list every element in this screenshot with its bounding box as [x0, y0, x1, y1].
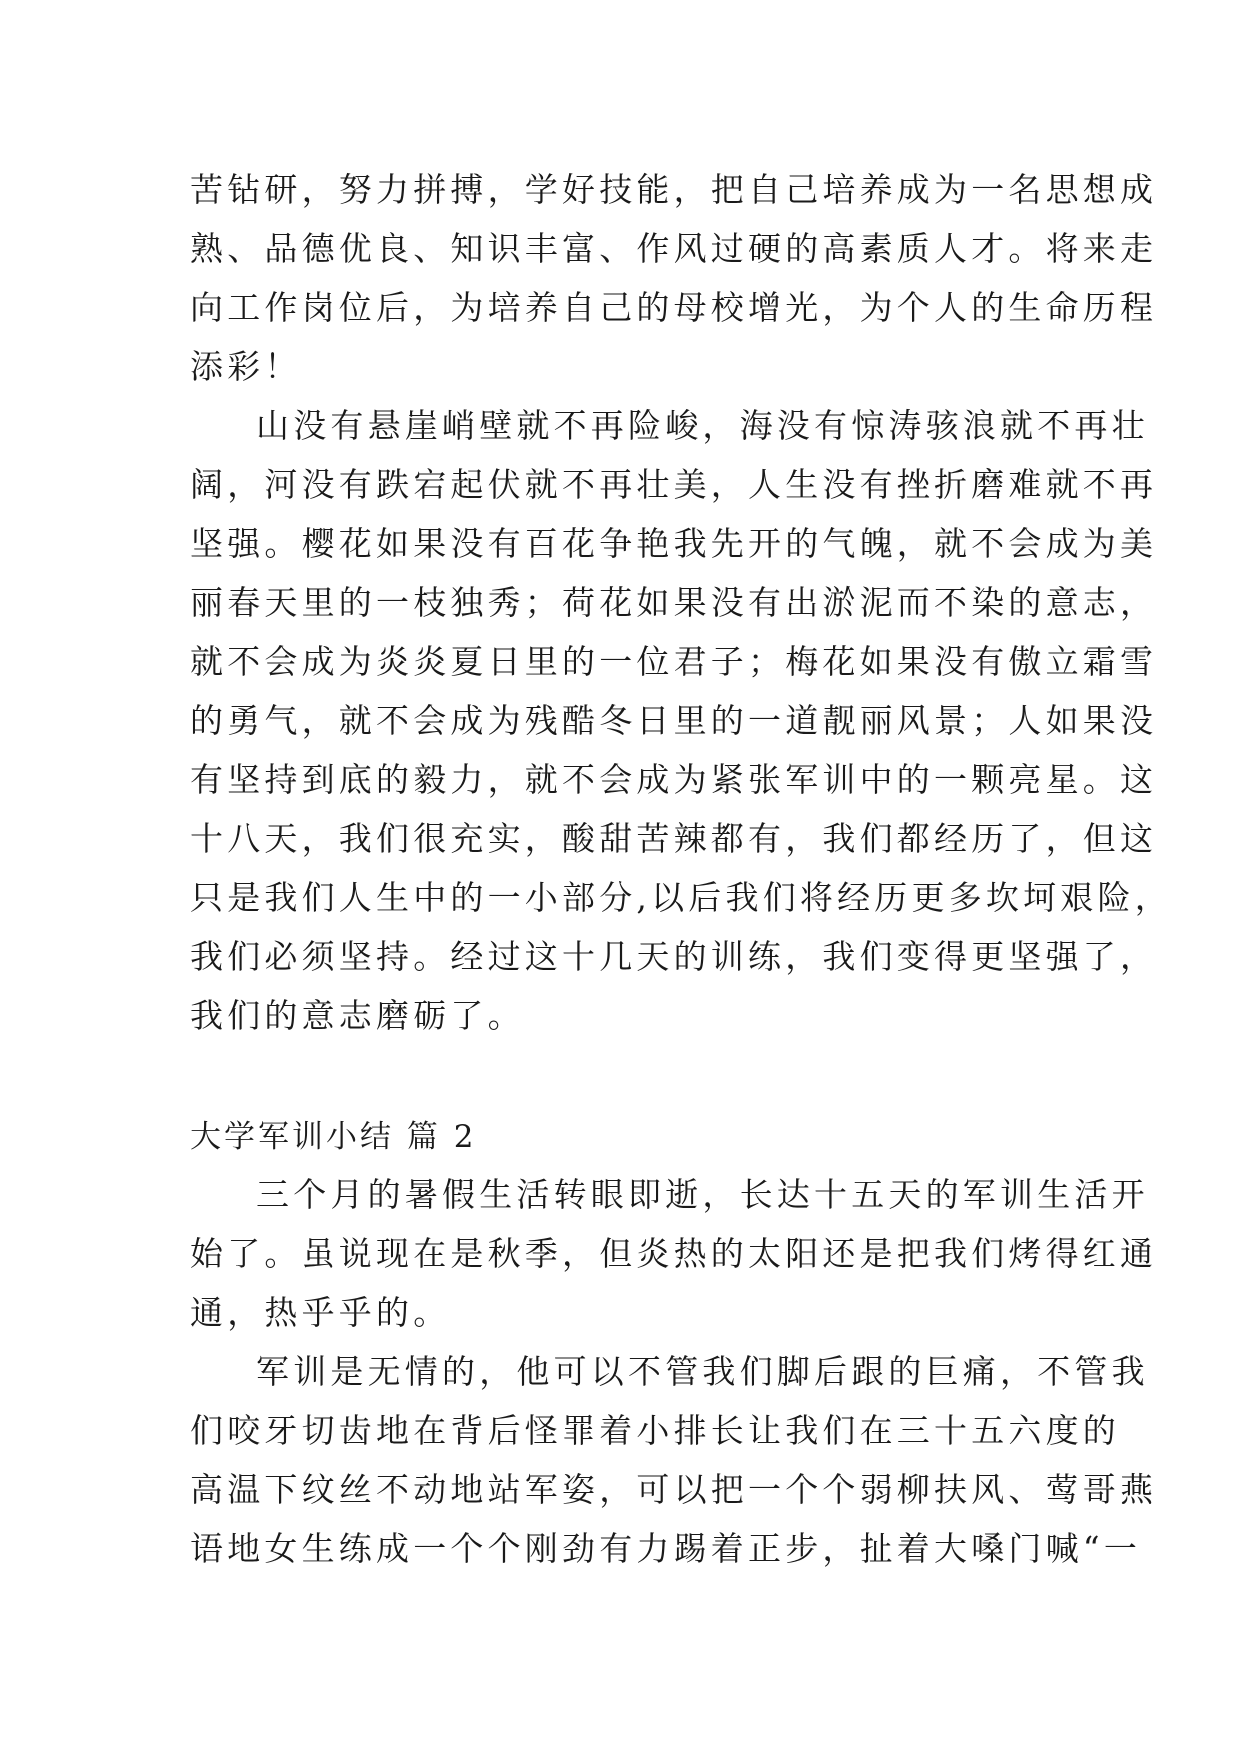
paragraph-3 [190, 1165, 1158, 1342]
section-spacer [190, 1045, 1060, 1109]
paragraph-4 [190, 1342, 1158, 1578]
text-line: 三个月的暑假生活转眼即逝，长达十五天的军训生活开 [256, 1175, 1149, 1214]
text-line: 通，热乎乎的。 [190, 1293, 451, 1332]
paragraph-2 [190, 396, 1172, 1045]
text-line: 向工作岗位后，为培养自己的母校增光，为个人的生命历程 [190, 288, 1158, 327]
text-line: 有坚持到底的毅力，就不会成为紧张军训中的一颗亮星。这 [190, 760, 1158, 799]
text-line: 的勇气，就不会成为残酷冬日里的一道靓丽风景；人如果没 [190, 701, 1158, 740]
text-line: 十八天，我们很充实，酸甜苦辣都有，我们都经历了，但这 [190, 819, 1158, 858]
text-line: 就不会成为炎炎夏日里的一位君子；梅花如果没有傲立霜雪 [190, 642, 1158, 681]
paragraph-1 [190, 160, 1158, 396]
text-line: 只是我们人生中的一小部分,以后我们将经历更多坎坷艰险， [190, 878, 1172, 917]
text-line: 我们必须坚持。经过这十几天的训练，我们变得更坚强了， [190, 937, 1158, 976]
text-line: 军训是无情的，他可以不管我们脚后跟的巨痛，不管我 [256, 1352, 1149, 1391]
text-line: 阔，河没有跌宕起伏就不再壮美，人生没有挫折磨难就不再 [190, 465, 1158, 504]
text-line: 苦钻研，努力拼搏，学好技能，把自己培养成为一名思想成 [190, 170, 1158, 209]
text-line: 语地女生练成一个个刚劲有力踢着正步，扯着大嗓门喊“一 [190, 1529, 1142, 1568]
text-line: 坚强。樱花如果没有百花争艳我先开的气魄，就不会成为美 [190, 524, 1158, 563]
section-heading: 大学军训小结 篇 2 [190, 1119, 477, 1155]
text-line: 始了。虽说现在是秋季，但炎热的太阳还是把我们烤得红通 [190, 1234, 1158, 1273]
text-line: 山没有悬崖峭壁就不再险峻，海没有惊涛骇浪就不再壮 [256, 406, 1149, 445]
text-line: 我们的意志磨砺了。 [190, 996, 525, 1035]
text-line: 添彩！ [190, 347, 302, 386]
text-line: 们咬牙切齿地在背后怪罪着小排长让我们在三十五六度的 [190, 1411, 1120, 1450]
text-line: 丽春天里的一枝独秀；荷花如果没有出淤泥而不染的意志， [190, 583, 1158, 622]
text-line: 高温下纹丝不动地站军姿，可以把一个个弱柳扶风、莺哥燕 [190, 1470, 1158, 1509]
document-page [190, 160, 1172, 1578]
text-line: 熟、品德优良、知识丰富、作风过硬的高素质人才。将来走 [190, 229, 1158, 268]
